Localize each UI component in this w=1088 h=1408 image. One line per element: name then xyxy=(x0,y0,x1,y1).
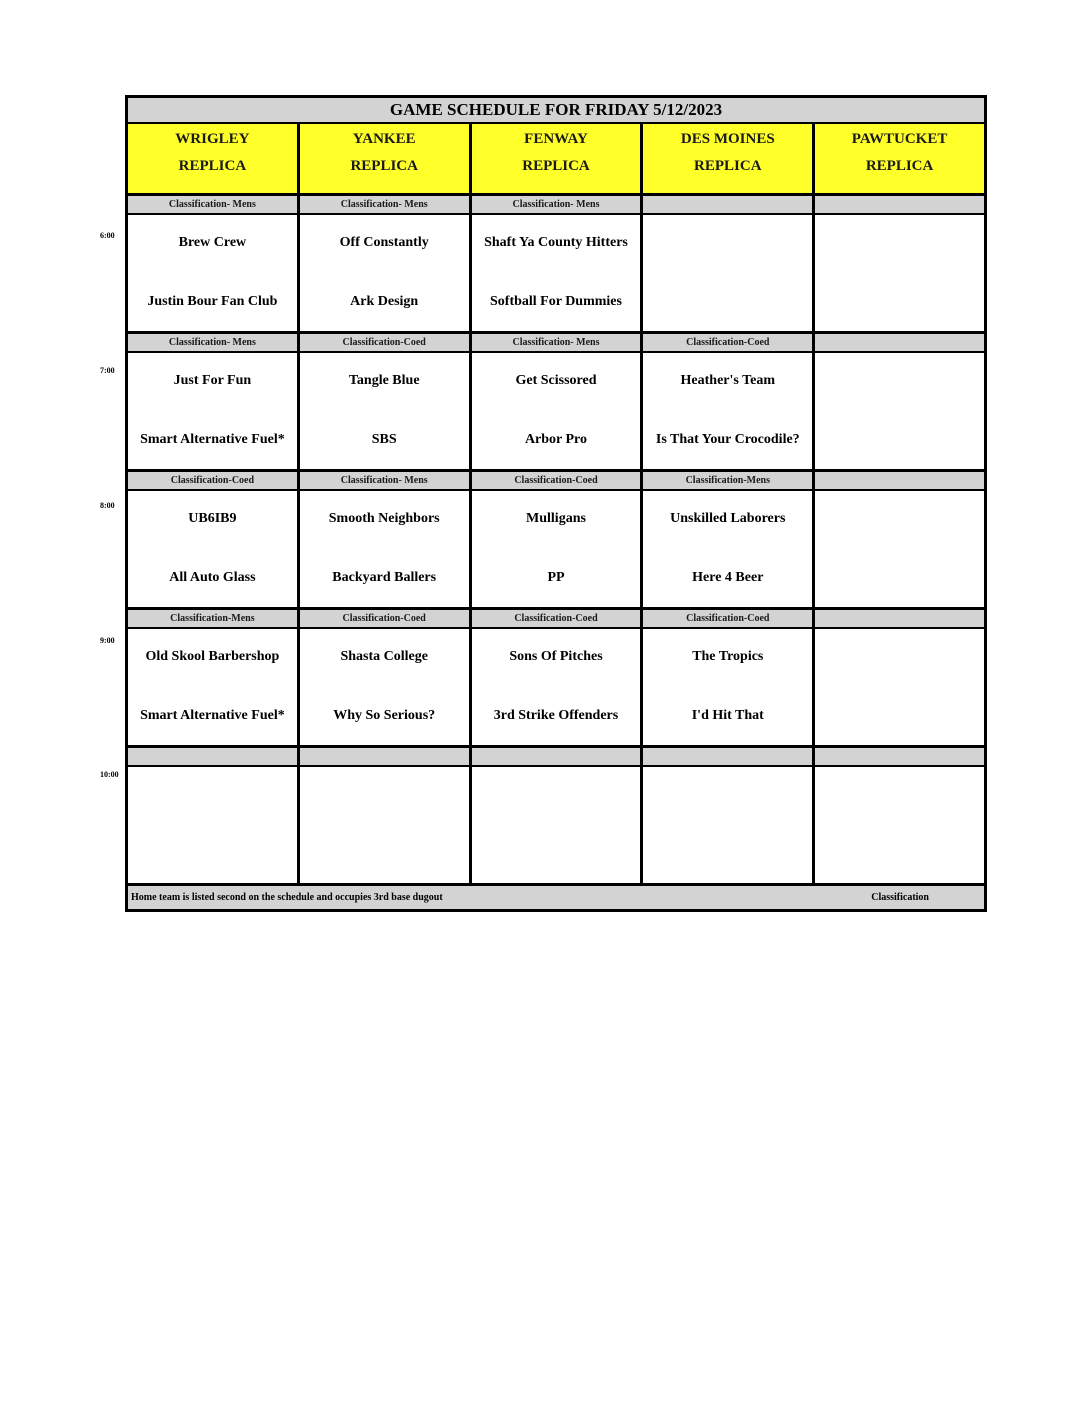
time-label-7: 7:00 xyxy=(100,366,115,375)
classification-cell: Classification-Coed xyxy=(300,610,472,627)
game-cell xyxy=(128,353,300,469)
game-row xyxy=(128,767,984,886)
away-team: Brew Crew xyxy=(178,235,247,250)
classification-cell: Classification-Mens xyxy=(643,472,815,489)
time-label-6: 6:00 xyxy=(100,231,115,240)
classification-row xyxy=(128,472,984,491)
game-cell xyxy=(128,491,300,607)
field-header xyxy=(472,124,644,193)
game-cell xyxy=(300,353,472,469)
game-cell xyxy=(300,629,472,745)
game-cell xyxy=(128,767,300,883)
field-header xyxy=(815,124,984,193)
classification-cell xyxy=(815,334,984,351)
game-cell xyxy=(300,491,472,607)
classification-row xyxy=(128,196,984,215)
classification-cell xyxy=(643,748,815,765)
classification-cell: Classification- Mens xyxy=(300,472,472,489)
away-team: Unskilled Laborers xyxy=(670,511,786,526)
game-cell xyxy=(472,491,644,607)
home-team: Smart Alternative Fuel* xyxy=(140,432,285,447)
game-cell xyxy=(300,215,472,331)
footer-note: Home team is listed second on the schedule and occupies 3rd base dugout xyxy=(131,892,443,903)
time-label-9: 9:00 xyxy=(100,636,115,645)
game-cell xyxy=(815,629,984,745)
game-cell xyxy=(643,353,815,469)
game-cell xyxy=(815,353,984,469)
home-team: Here 4 Beer xyxy=(692,570,764,585)
away-team: Old Skool Barbershop xyxy=(145,649,280,664)
home-team: SBS xyxy=(371,432,397,447)
field-sub: REPLICA xyxy=(350,158,418,174)
field-name: YANKEE xyxy=(352,131,416,147)
game-cell xyxy=(815,491,984,607)
classification-cell: Classification-Coed xyxy=(128,472,300,489)
classification-cell xyxy=(815,748,984,765)
field-sub: REPLICA xyxy=(522,158,590,174)
field-sub: REPLICA xyxy=(694,158,762,174)
field-sub: REPLICA xyxy=(865,158,934,174)
time-label-8: 8:00 xyxy=(100,501,115,510)
footer-classification-label: Classification xyxy=(871,892,929,903)
classification-cell: Classification-Coed xyxy=(300,334,472,351)
classification-cell: Classification- Mens xyxy=(300,196,472,213)
home-team: Arbor Pro xyxy=(524,432,588,447)
game-row xyxy=(128,353,984,472)
away-team: Off Constantly xyxy=(339,235,429,250)
game-cell xyxy=(643,215,815,331)
home-team: All Auto Glass xyxy=(169,570,256,585)
away-team: Sons Of Pitches xyxy=(509,649,603,664)
game-cell xyxy=(472,629,644,745)
game-cell xyxy=(643,491,815,607)
classification-cell: Classification- Mens xyxy=(472,196,644,213)
field-name: PAWTUCKET xyxy=(851,131,948,147)
footer-note-row xyxy=(128,886,984,909)
classification-cell xyxy=(643,196,815,213)
home-team: Softball For Dummies xyxy=(490,294,622,309)
home-team: I'd Hit That xyxy=(691,708,764,723)
classification-cell xyxy=(472,748,644,765)
game-cell xyxy=(643,767,815,883)
home-team: Why So Serious? xyxy=(333,708,436,723)
away-team: Just For Fun xyxy=(173,373,252,388)
classification-row xyxy=(128,610,984,629)
away-team: Heather's Team xyxy=(680,373,776,388)
away-team: Get Scissored xyxy=(515,373,597,388)
field-header-row xyxy=(128,124,984,196)
home-team: Smart Alternative Fuel* xyxy=(140,708,285,723)
classification-cell: Classification-Coed xyxy=(643,610,815,627)
classification-cell xyxy=(815,196,984,213)
game-cell xyxy=(815,767,984,883)
game-cell xyxy=(643,629,815,745)
classification-cell xyxy=(815,610,984,627)
classification-cell xyxy=(815,472,984,489)
field-name: DES MOINES xyxy=(680,131,775,147)
home-team: Ark Design xyxy=(350,294,419,309)
game-cell xyxy=(815,215,984,331)
classification-cell xyxy=(300,748,472,765)
game-cell xyxy=(128,215,300,331)
field-sub: REPLICA xyxy=(178,158,247,174)
away-team: Shaft Ya County Hitters xyxy=(484,235,628,250)
game-row xyxy=(128,629,984,748)
away-team: Tangle Blue xyxy=(348,373,420,388)
away-team: Mulligans xyxy=(526,511,586,526)
game-cell xyxy=(472,767,644,883)
field-header xyxy=(643,124,815,193)
schedule-table xyxy=(125,95,987,912)
home-team: Justin Bour Fan Club xyxy=(147,294,278,309)
game-cell xyxy=(472,215,644,331)
away-team: Shasta College xyxy=(340,649,428,664)
game-row xyxy=(128,215,984,334)
classification-cell: Classification-Coed xyxy=(472,610,644,627)
home-team: Is That Your Crocodile? xyxy=(655,432,800,447)
home-team: 3rd Strike Offenders xyxy=(493,708,619,723)
game-cell xyxy=(128,629,300,745)
classification-cell: Classification-Coed xyxy=(643,334,815,351)
field-header xyxy=(300,124,472,193)
classification-cell: Classification-Mens xyxy=(128,610,300,627)
classification-cell xyxy=(128,748,300,765)
away-team: UB6IB9 xyxy=(188,511,237,526)
game-row xyxy=(128,491,984,610)
classification-row xyxy=(128,748,984,767)
away-team: Smooth Neighbors xyxy=(328,511,440,526)
field-name: WRIGLEY xyxy=(175,131,250,147)
classification-cell: Classification-Coed xyxy=(472,472,644,489)
home-team: PP xyxy=(547,570,565,585)
classification-cell: Classification- Mens xyxy=(128,196,300,213)
game-cell xyxy=(300,767,472,883)
classification-cell: Classification- Mens xyxy=(128,334,300,351)
time-label-10: 10:00 xyxy=(100,770,119,779)
game-cell xyxy=(472,353,644,469)
field-name: FENWAY xyxy=(524,131,588,147)
field-header xyxy=(128,124,300,193)
away-team: The Tropics xyxy=(692,649,764,664)
classification-row xyxy=(128,334,984,353)
schedule-title: GAME SCHEDULE FOR FRIDAY 5/12/2023 xyxy=(128,98,984,124)
home-team: Backyard Ballers xyxy=(332,570,437,585)
classification-cell: Classification- Mens xyxy=(472,334,644,351)
